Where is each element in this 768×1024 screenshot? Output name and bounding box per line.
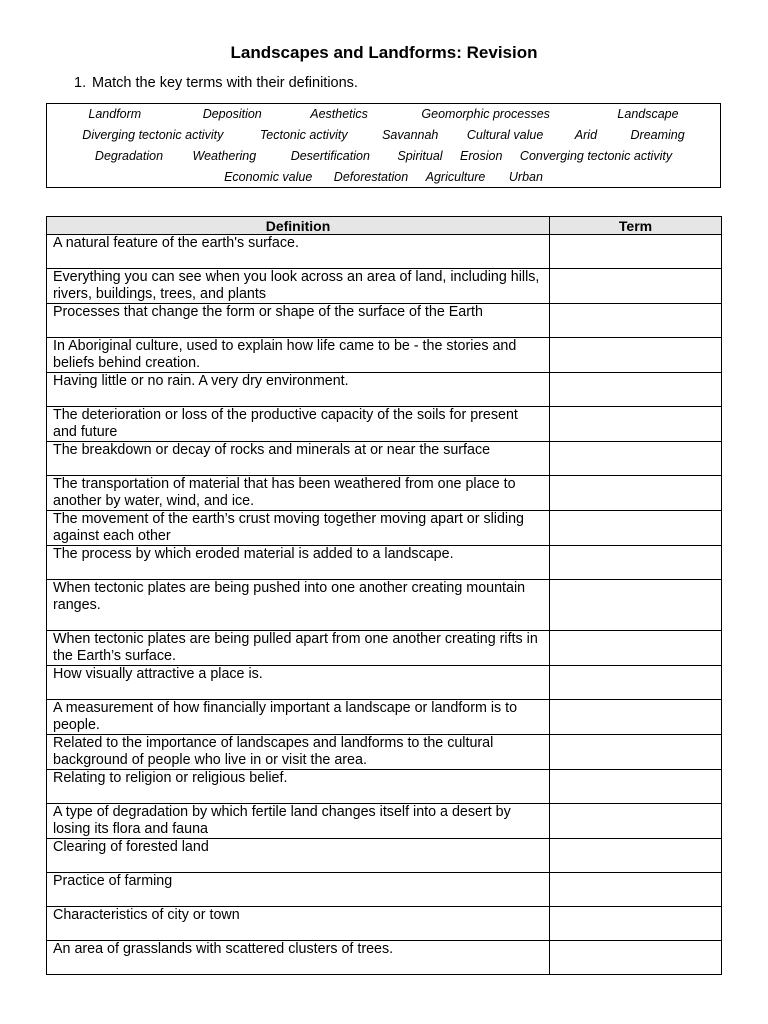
word-bank-term: Savannah [382,128,439,142]
word-bank-row [47,146,720,167]
term-answer-cell[interactable] [550,373,722,407]
table-row [47,235,722,269]
definition-cell: When tectonic plates are being pulled apart from one another creating rifts in the Earth’s surface. [47,631,550,666]
word-bank-term: Dreaming [630,128,685,142]
word-bank-term: Landform [88,107,142,121]
word-bank-term: Deposition [202,107,262,121]
definition-cell: The breakdown or decay of rocks and minerals at or near the surface [47,442,550,476]
word-bank-term: Converging tectonic activity [519,149,673,163]
term-answer-cell[interactable] [550,235,722,269]
word-bank-term: Weathering [192,149,257,163]
definition-cell: The deterioration or loss of the productive capacity of the soils for present and future [47,407,550,442]
instruction [74,74,358,92]
definition-cell: The movement of the earth’s crust moving together moving apart or sliding against each other [47,511,550,546]
word-bank-term: Tectonic activity [259,128,348,142]
term-answer-cell[interactable] [550,735,722,770]
term-answer-cell[interactable] [550,907,722,941]
word-bank-row [47,125,720,146]
word-bank-term: Erosion [460,149,503,163]
term-answer-cell[interactable] [550,407,722,442]
word-bank-term: Landscape [617,107,679,121]
definitions-table [46,216,722,975]
table-row [47,839,722,873]
word-bank-term: Cultural value [466,128,544,142]
word-bank [46,103,721,188]
term-answer-cell[interactable] [550,941,722,975]
term-answer-cell[interactable] [550,304,722,338]
definition-cell: Relating to religion or religious belief. [47,770,550,804]
definition-cell: A measurement of how financially important a landscape or landform is to people. [47,700,550,735]
definition-cell: Having little or no rain. A very dry environment. [47,373,550,407]
definition-cell: The transportation of material that has been weathered from one place to another by water, wind, and ice. [47,476,550,511]
word-bank-term: Degradation [94,149,164,163]
term-answer-cell[interactable] [550,269,722,304]
term-answer-cell[interactable] [550,873,722,907]
definition-cell: In Aboriginal culture, used to explain how life came to be - the stories and beliefs behind creation. [47,338,550,373]
word-bank-term: Deforestation [333,170,409,184]
term-column-header: Term [550,217,722,235]
word-bank-term: Urban [508,170,543,184]
table-row [47,269,722,304]
table-row [47,941,722,975]
term-answer-cell[interactable] [550,839,722,873]
table-row [47,873,722,907]
term-answer-cell[interactable] [550,770,722,804]
definition-cell: Characteristics of city or town [47,907,550,941]
table-row [47,735,722,770]
word-bank-row [47,167,720,188]
term-answer-cell[interactable] [550,338,722,373]
term-answer-cell[interactable] [550,631,722,666]
term-answer-cell[interactable] [550,580,722,631]
instruction-text: Match the key terms with their definitions. [92,75,358,91]
table-row [47,546,722,580]
definition-cell: Processes that change the form or shape of the surface of the Earth [47,304,550,338]
definition-cell: When tectonic plates are being pushed into one another creating mountain ranges. [47,580,550,631]
definition-cell: A type of degradation by which fertile land changes itself into a desert by losing its flora and fauna [47,804,550,839]
definition-cell: A natural feature of the earth's surface. [47,235,550,269]
instruction-number: 1. [74,75,87,91]
word-bank-term: Economic value [224,170,313,184]
table-row [47,511,722,546]
word-bank-term: Arid [574,128,598,142]
table-row [47,631,722,666]
definition-column-header: Definition [47,217,550,235]
table-row [47,907,722,941]
word-bank-term: Aesthetics [310,107,368,121]
term-answer-cell[interactable] [550,476,722,511]
table-header-row [47,217,722,235]
term-answer-cell[interactable] [550,666,722,700]
table-row [47,804,722,839]
word-bank-term: Geomorphic processes [421,107,550,121]
word-bank-row [47,104,720,125]
definition-cell: Clearing of forested land [47,839,550,873]
table-row [47,580,722,631]
term-answer-cell[interactable] [550,442,722,476]
term-answer-cell[interactable] [550,804,722,839]
definition-cell: An area of grasslands with scattered clusters of trees. [47,941,550,975]
table-row [47,442,722,476]
word-bank-term: Spiritual [397,149,443,163]
page-title: Landscapes and Landforms: Revision [230,43,538,62]
word-bank-term: Agriculture [425,170,486,184]
table-row [47,476,722,511]
table-row [47,304,722,338]
definition-cell: Related to the importance of landscapes and landforms to the cultural background of people who live in or visit the area. [47,735,550,770]
table-row [47,700,722,735]
term-answer-cell[interactable] [550,511,722,546]
table-row [47,407,722,442]
table-row [47,373,722,407]
definition-cell: The process by which eroded material is added to a landscape. [47,546,550,580]
definition-cell: Practice of farming [47,873,550,907]
term-answer-cell[interactable] [550,700,722,735]
definition-cell: Everything you can see when you look across an area of land, including hills, rivers, buildings, trees, and plants [47,269,550,304]
word-bank-term: Desertification [290,149,370,163]
table-row [47,338,722,373]
definition-cell: How visually attractive a place is. [47,666,550,700]
table-row [47,666,722,700]
table-row [47,770,722,804]
word-bank-term: Diverging tectonic activity [82,128,224,142]
term-answer-cell[interactable] [550,546,722,580]
